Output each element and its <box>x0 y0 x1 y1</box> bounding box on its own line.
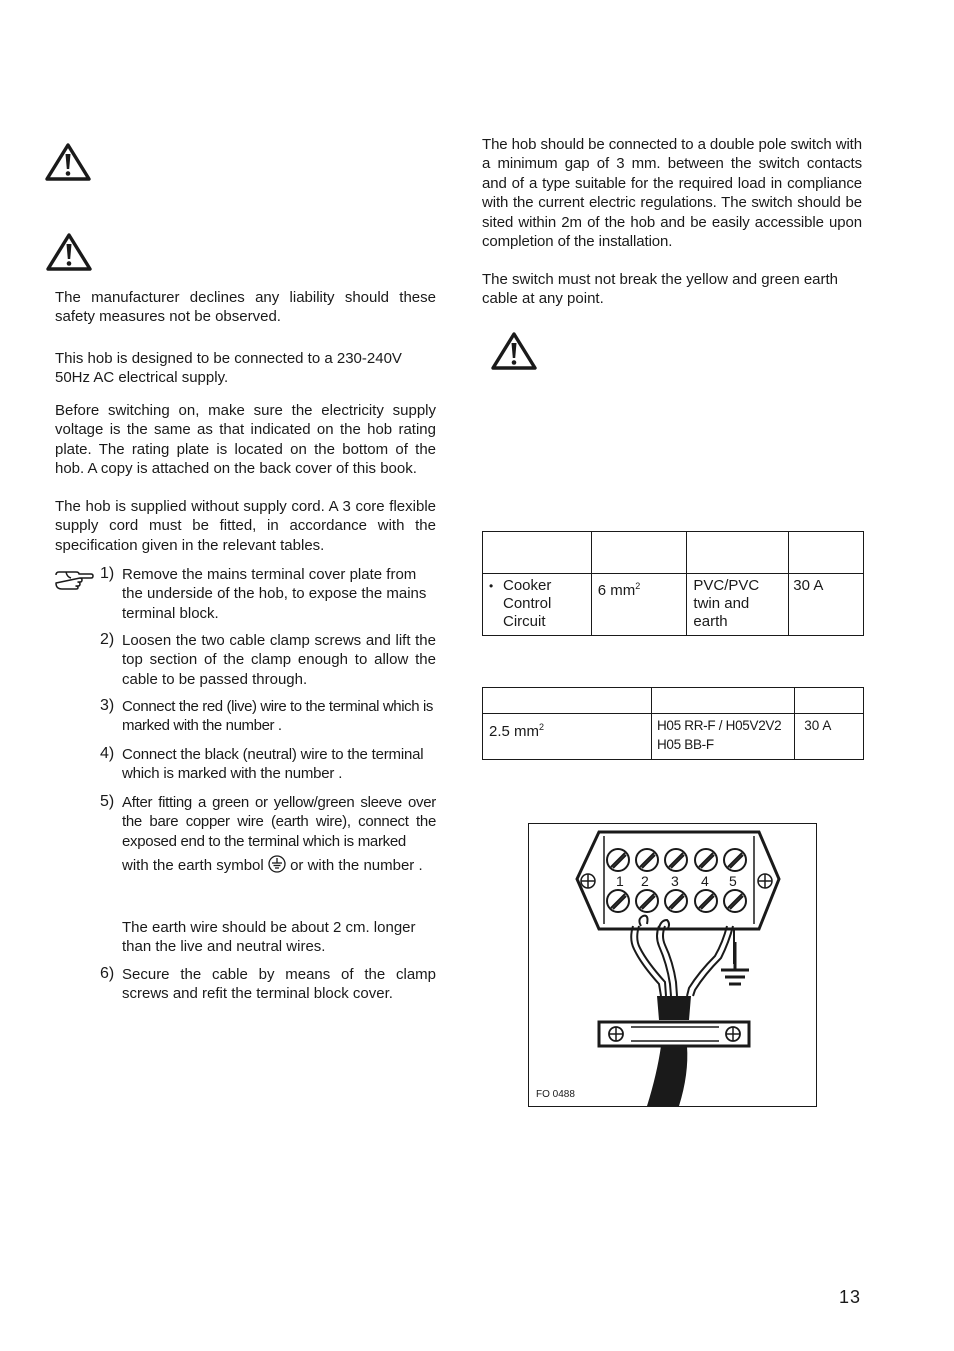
table-header-cell <box>789 532 864 574</box>
table-cell <box>789 574 864 636</box>
fuse-rating: 30 A <box>793 577 824 594</box>
step-number: 5) <box>100 793 115 810</box>
step-text: After fitting a green or yellow/green sleeve over the bare copper wire (earth wire), connect the exposed end to the terminal which is marked <box>122 794 436 850</box>
warning-icon <box>45 232 93 277</box>
terminal-number: 1 <box>616 873 624 889</box>
step-5 <box>100 793 436 850</box>
table-header-cell <box>795 688 864 714</box>
table-header-cell <box>687 532 789 574</box>
step-1 <box>100 565 436 622</box>
cable-type: PVC/PVC twin and earth <box>693 577 760 630</box>
cable-size: 2.5 mm <box>489 723 540 740</box>
disclaimer-text: The manufacturer declines any liability should these safety measures not be observed. <box>55 289 436 326</box>
earth-symbol-icon <box>268 855 286 880</box>
step-number: 3) <box>100 697 115 714</box>
table-cell <box>651 714 794 760</box>
table-header-cell <box>483 688 652 714</box>
step-3 <box>100 697 436 735</box>
terminal-number: 5 <box>729 873 737 889</box>
switch-text: The hob should be connected to a double pole switch with a minimum gap of 3 mm. between the switch contacts and of a type suitable for the required load in compliance with the current electric regulations. The switch should be sited within 2m of the hob and be easily accessible upon completion of the installation. <box>482 136 862 251</box>
earth-note: The earth wire should be about 2 cm. longer than the live and neutral wires. <box>122 919 416 956</box>
cable-size-sup: 2 <box>635 581 641 591</box>
table-row <box>483 714 864 760</box>
step-5-text-a: with the earth symbol <box>122 857 264 874</box>
table-header-cell <box>591 532 687 574</box>
step-6 <box>100 965 436 1003</box>
step-text: Connect the red (live) wire to the terminal which is marked with the number . <box>122 698 434 735</box>
step-5-text-b: or with the number . <box>290 857 423 874</box>
warning-icon <box>490 331 538 376</box>
cord-text: The hob is supplied without supply cord. A 3 core flexible supply cord must be fitted, in accordance with the specification given in the relevant tables. <box>55 498 436 554</box>
terminal-block-drawing <box>529 824 816 1106</box>
fuse-rating: 30 A <box>804 718 832 733</box>
pointing-hand-icon <box>54 568 94 595</box>
bullet: • <box>489 579 494 593</box>
step-text: Loosen the two cable clamp screws and lift the top section of the clamp enough to allow the cable to be passed through. <box>122 632 436 688</box>
table-header-cell <box>651 688 794 714</box>
cable-spec-table-1 <box>482 531 864 636</box>
table-cell <box>591 574 687 636</box>
table-cell <box>687 574 789 636</box>
table-row <box>483 574 864 636</box>
step-4 <box>100 745 436 783</box>
table-cell <box>483 714 652 760</box>
warning-icon <box>44 142 92 187</box>
cable-size-sup: 2 <box>539 722 545 732</box>
circuit-label: Cooker Control Circuit <box>503 577 552 630</box>
cable-size: 6 mm <box>597 582 636 599</box>
step-number: 6) <box>100 965 115 982</box>
table-header-cell <box>483 532 592 574</box>
step-number: 1) <box>100 565 115 582</box>
step-text: Remove the mains terminal cover plate from the underside of the hob, to expose the mains terminal block. <box>122 566 427 622</box>
table-cell <box>483 574 592 636</box>
supply-text: This hob is designed to be connected to a 230-240V 50Hz AC electrical supply. <box>55 350 402 387</box>
diagram-caption: FO 0488 <box>536 1089 575 1100</box>
page-number: 13 <box>839 1287 862 1307</box>
step-2 <box>100 631 436 688</box>
step-number: 2) <box>100 631 115 648</box>
cable-spec-table-2 <box>482 687 864 760</box>
rating-text: Before switching on, make sure the electricity supply voltage is the same as that indicated on the hob rating plate. The rating plate is located on the bottom of the hob. A copy is attached on the back cover of this book. <box>55 402 436 478</box>
step-text: Connect the black (neutral) wire to the terminal which is marked with the number . <box>122 746 424 783</box>
terminal-block-diagram <box>528 823 817 1107</box>
cable-type-line-2: H05 BB-F <box>656 737 714 752</box>
terminal-number: 2 <box>641 873 649 889</box>
cable-type-line-1: H05 RR-F / H05V2V2 <box>656 718 782 733</box>
terminal-number: 4 <box>701 873 709 889</box>
table-cell <box>795 714 864 760</box>
step-5-continued <box>122 855 423 880</box>
step-text: Secure the cable by means of the clamp screws and refit the terminal block cover. <box>122 966 436 1003</box>
earth-cable-text: The switch must not break the yellow and green earth cable at any point. <box>482 271 839 308</box>
step-number: 4) <box>100 745 115 762</box>
terminal-number: 3 <box>671 873 679 889</box>
